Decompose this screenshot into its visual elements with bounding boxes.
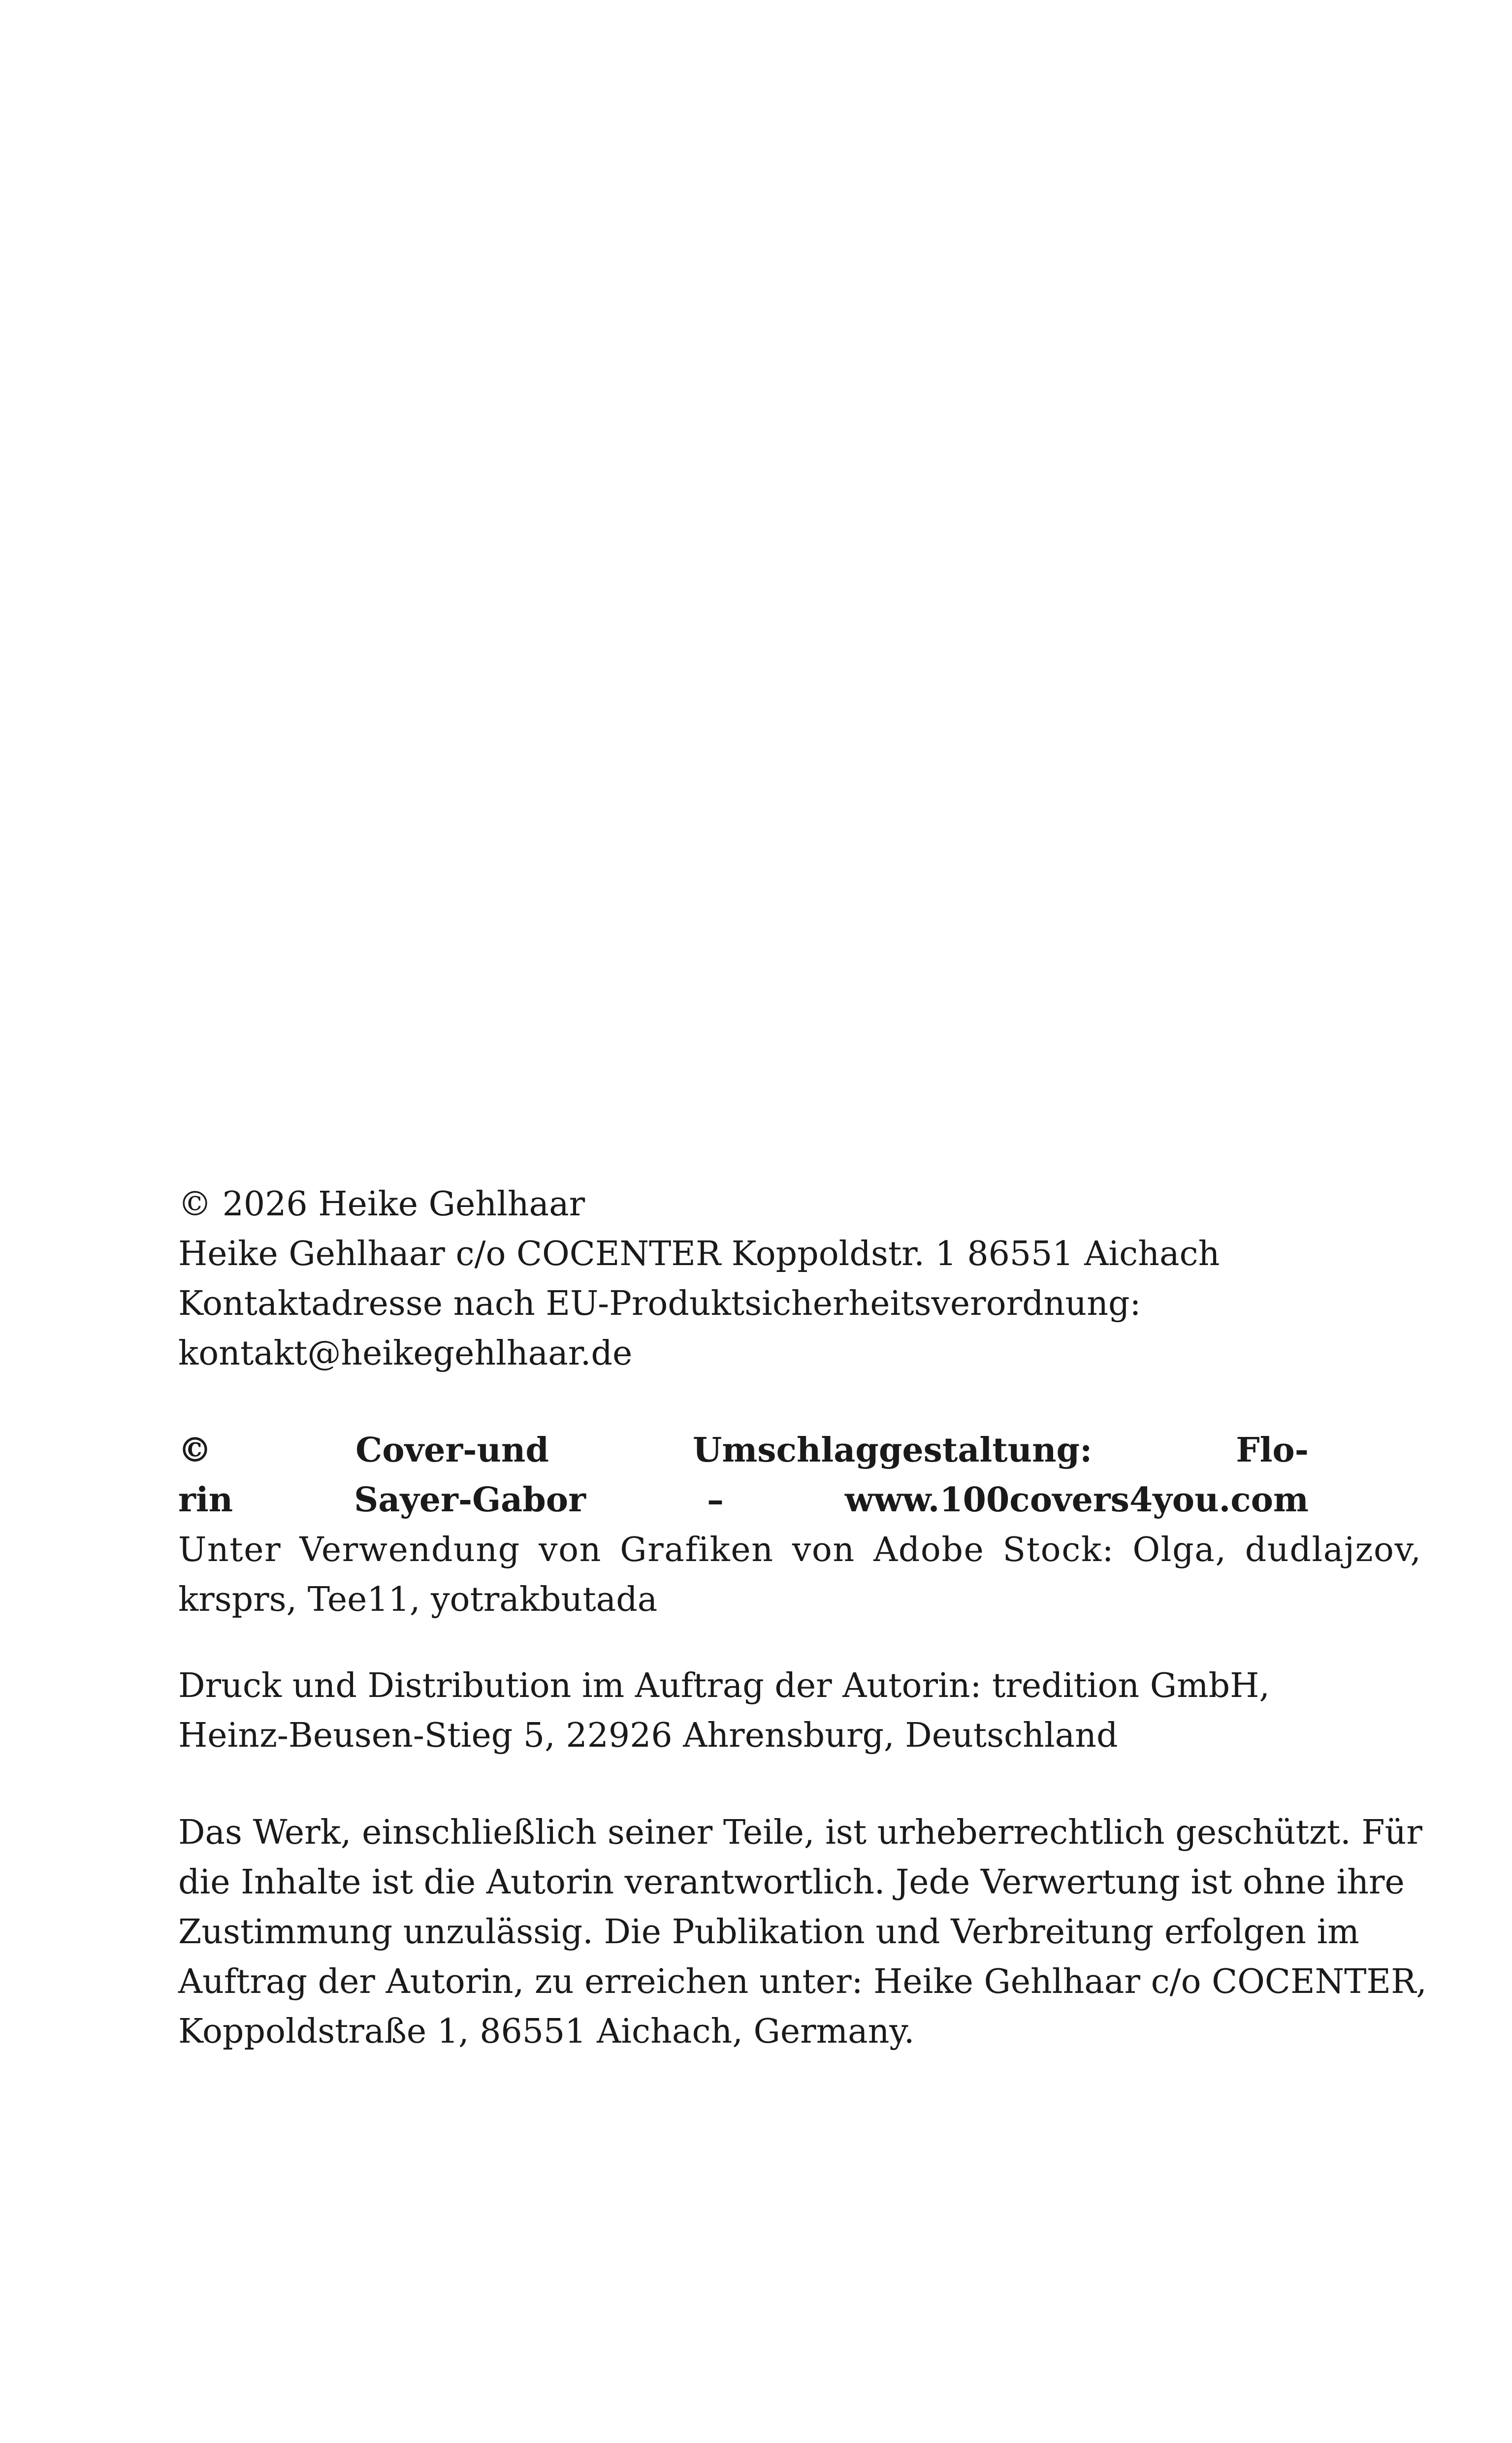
legal-notice-line: Zustimmung unzulässig. Die Publikation und Verbreitung erfolgen im bbox=[178, 1913, 1359, 1952]
designer-name-rest: rin bbox=[178, 1480, 233, 1520]
legal-notice-line: Auftrag der Autorin, zu erreichen unter: Heike Gehlhaar c/o COCENTER, bbox=[178, 1962, 1427, 2001]
cover-design-row-2 bbox=[178, 1475, 1309, 1525]
designer-surname: Sayer-Gabor bbox=[354, 1480, 586, 1520]
contact-address-label: Kontaktadresse nach EU-Produktsicherheitsverordnung: bbox=[178, 1284, 1141, 1323]
designer-website: www.100covers4you.com bbox=[844, 1480, 1309, 1520]
distribution-line: Druck und Distribution im Auftrag der Autorin: tredition GmbH, bbox=[178, 1666, 1270, 1705]
contact-email: kontakt@heikegehlhaar.de bbox=[178, 1334, 633, 1373]
author-address-line: Heike Gehlhaar c/o COCENTER Koppoldstr. 1 86551 Aichach bbox=[178, 1235, 1220, 1273]
copyright-line: © 2026 Heike Gehlhaar bbox=[178, 1185, 585, 1224]
cover-design-row-1 bbox=[178, 1426, 1309, 1475]
legal-notice-line: die Inhalte ist die Autorin verantwortlich. Jede Verwertung ist ohne ihre bbox=[178, 1863, 1405, 1902]
stock-credits-line-2: krsprs, Tee11, yotrakbutada bbox=[178, 1580, 658, 1619]
distribution-block bbox=[178, 1661, 1309, 1760]
dash-separator: – bbox=[707, 1480, 724, 1520]
legal-notice-line: Das Werk, einschließlich seiner Teile, ist urheberrechtlich geschützt. Für bbox=[178, 1813, 1422, 1852]
copyright-block bbox=[178, 1179, 1309, 1378]
paragraph-gap bbox=[178, 1625, 1309, 1661]
stock-credits-row-1 bbox=[178, 1525, 1422, 1575]
paragraph-gap bbox=[178, 1378, 1309, 1426]
legal-notice-line: Koppoldstraße 1, 86551 Aichach, Germany. bbox=[178, 2012, 915, 2051]
cover-word: Cover-und bbox=[355, 1431, 549, 1470]
legal-notice-block bbox=[178, 1808, 1427, 2056]
imprint-text bbox=[178, 1179, 1427, 2056]
stock-credits-line: Unter Verwendung von Grafiken von Adobe Stock: Olga, dudlajzov, bbox=[178, 1531, 1422, 1569]
distribution-address: Heinz-Beusen-Stieg 5, 22926 Ahrensburg, Deutschland bbox=[178, 1716, 1118, 1755]
cover-design-word: Umschlaggestaltung: bbox=[693, 1431, 1093, 1470]
cover-copyright-symbol: © bbox=[178, 1431, 212, 1470]
paragraph-gap bbox=[178, 1760, 1309, 1808]
designer-name-part: Flo- bbox=[1236, 1431, 1309, 1470]
cover-credits-block bbox=[178, 1426, 1422, 1625]
